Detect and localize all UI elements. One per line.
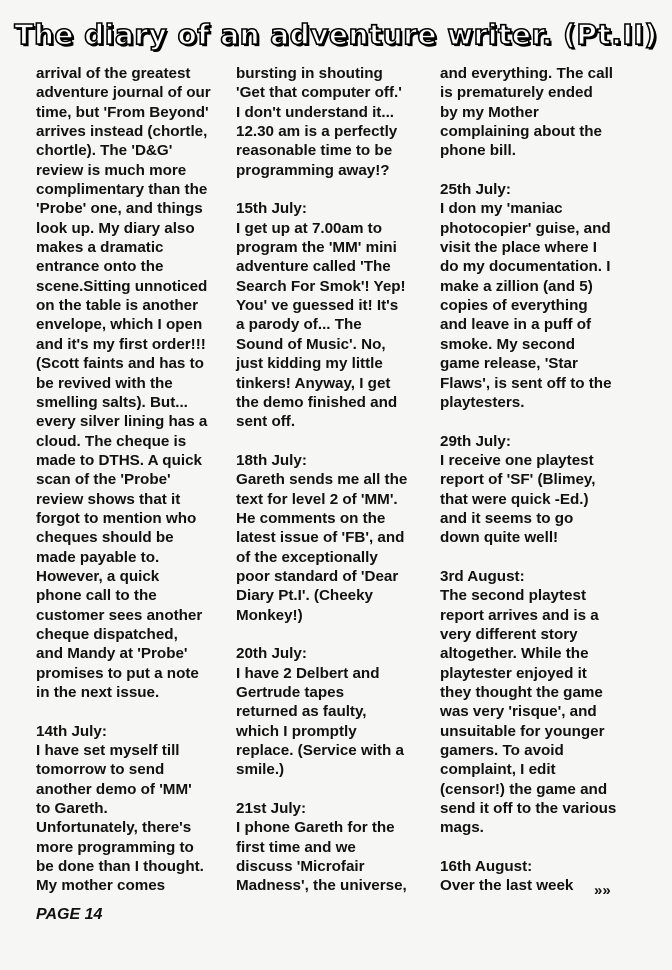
text-line: they thought the game — [440, 684, 603, 701]
text-line: and everything. The call — [440, 65, 614, 82]
text-line: poor standard of 'Dear — [236, 567, 399, 585]
text-line: 29th July: — [440, 432, 511, 450]
text-line: I have set myself till — [36, 742, 180, 760]
text-column-3 — [440, 64, 640, 896]
text-line: cheques should be — [36, 529, 174, 547]
text-line: be done than I thought. — [36, 858, 204, 876]
text-line: phone bill. — [440, 142, 516, 160]
text-line: Sound of Music'. No, — [236, 335, 386, 353]
text-line: copies of everything — [440, 297, 588, 315]
text-line: a parody of... The — [236, 316, 362, 334]
text-line: programming away!? — [236, 161, 390, 179]
text-line: 14th July: — [36, 722, 107, 740]
text-line: gamers. To avoid — [440, 742, 564, 760]
text-line: mags. — [440, 819, 484, 837]
blank-line — [236, 780, 426, 799]
text-line: and it seems to go — [440, 509, 574, 527]
text-line: scene.Sitting unnoticed — [36, 277, 208, 295]
text-line: My mother comes — [36, 877, 166, 895]
blank-line — [440, 161, 640, 180]
text-line: The second playtest — [440, 587, 587, 605]
text-line: do my documentation. I — [440, 258, 611, 276]
text-line: Unfortunately, there's — [36, 819, 192, 837]
text-line: in the next issue. — [36, 684, 160, 701]
text-line: Gareth sends me all the — [236, 471, 408, 489]
text-line: and leave in a puff of — [440, 316, 592, 334]
text-line: cheque dispatched, — [36, 625, 178, 643]
text-line: reasonable time to be — [236, 142, 393, 160]
text-line: 'Get that computer off.' — [236, 84, 402, 102]
text-line: However, a quick — [36, 567, 160, 585]
text-line: promises to put a note — [36, 664, 199, 682]
text-line: 15th July: — [236, 200, 307, 218]
text-line: adventure journal of our — [36, 84, 211, 102]
text-line: makes a dramatic — [36, 239, 164, 257]
text-line: You' ve guessed it! It's — [236, 297, 399, 315]
blank-line — [440, 838, 640, 857]
text-line: entrance onto the — [36, 258, 164, 276]
text-line: 16th August: — [440, 858, 533, 876]
text-line: latest issue of 'FB', and — [236, 529, 405, 547]
text-line: smile.) — [236, 761, 285, 779]
text-line: 12.30 am is a perfectly — [236, 123, 398, 141]
text-line: be revived with the — [36, 374, 173, 392]
blank-line — [236, 625, 426, 644]
text-line: returned as faulty, — [236, 703, 367, 721]
text-line: smelling salts). But... — [36, 393, 188, 411]
text-line: Flaws', is sent off to the — [440, 374, 612, 392]
text-line: replace. (Service with a — [236, 742, 404, 760]
text-line: made to DTHS. A quick — [36, 451, 202, 469]
text-line: which I promptly — [236, 722, 357, 740]
text-line: down quite well! — [440, 529, 559, 547]
text-line: 3rd August: — [440, 567, 525, 585]
text-line: playtesters. — [440, 393, 525, 411]
blank-line — [440, 548, 640, 567]
page-title: The diary of an adventure writer. (Pt.II) — [14, 18, 658, 51]
text-line: complimentary than the — [36, 181, 208, 199]
text-line: envelope, which I open — [36, 316, 203, 334]
text-line: review is much more — [36, 161, 187, 179]
text-line: 21st July: — [236, 800, 307, 818]
text-line: (censor!) the game and — [440, 780, 608, 798]
text-line: review shows that it — [36, 490, 181, 508]
text-line: chortle). The 'D&G' — [36, 142, 173, 160]
text-line: by my Mother — [440, 103, 539, 121]
text-line: He comments on the — [236, 509, 386, 527]
text-line: phone call to the — [36, 587, 157, 605]
blank-line — [236, 180, 426, 199]
text-line: Monkey!) — [236, 606, 303, 624]
blank-line — [36, 702, 224, 721]
text-line: complaining about the — [440, 123, 602, 141]
text-line: and it's my first order!!! — [36, 335, 206, 353]
text-line: Over the last week — [440, 877, 574, 895]
text-line: photocopier' guise, and — [440, 219, 611, 237]
text-line: Diary Pt.I'. (Cheeky — [236, 587, 373, 605]
text-line: is prematurely ended — [440, 84, 593, 102]
text-line: cloud. The cheque is — [36, 432, 187, 450]
text-line: that were quick -Ed.) — [440, 490, 589, 508]
text-line: Gertrude tapes — [236, 684, 345, 701]
text-line: complaint, I edit — [440, 761, 556, 779]
page-number: PAGE 14 — [36, 906, 103, 923]
text-line: report of 'SF' (Blimey, — [440, 471, 596, 489]
text-line: made payable to. — [36, 548, 160, 566]
text-line: I receive one playtest — [440, 451, 594, 469]
text-line: sent off. — [236, 413, 296, 431]
text-line: report arrives and is a — [440, 606, 599, 624]
text-line: altogether. While the — [440, 645, 589, 663]
text-line: to Gareth. — [36, 800, 108, 818]
text-line: I have 2 Delbert and — [236, 664, 380, 682]
text-line: bursting in shouting — [236, 65, 383, 82]
text-line: tinkers! Anyway, I get — [236, 374, 391, 392]
text-line: make a zillion (and 5) — [440, 277, 593, 295]
text-line: arrives instead (chortle, — [36, 123, 208, 141]
text-line: send it off to the various — [440, 800, 617, 818]
text-line: I don't understand it... — [236, 103, 395, 121]
text-column-2 — [236, 64, 426, 896]
text-line: was very 'risque', and — [440, 703, 597, 721]
text-line: text for level 2 of 'MM'. — [236, 490, 398, 508]
text-line: discuss 'Microfair — [236, 858, 365, 876]
text-line: Search For Smok'! Yep! — [236, 277, 406, 295]
text-line: 25th July: — [440, 181, 511, 199]
text-line: every silver lining has a — [36, 413, 208, 431]
text-line: very different story — [440, 625, 578, 643]
text-line: on the table is another — [36, 297, 199, 315]
text-line: of the exceptionally — [236, 548, 378, 566]
text-line: 'Probe' one, and things — [36, 200, 203, 218]
text-line: visit the place where I — [440, 239, 597, 257]
text-line: the demo finished and — [236, 393, 398, 411]
text-line: arrival of the greatest — [36, 65, 191, 82]
text-line: 20th July: — [236, 645, 307, 663]
text-line: I get up at 7.00am to — [236, 219, 383, 237]
text-line: scan of the 'Probe' — [36, 471, 171, 489]
continue-arrow-icon: »» — [594, 882, 611, 899]
text-line: adventure called 'The — [236, 258, 391, 276]
text-line: I don my 'maniac — [440, 200, 563, 218]
text-line: Madness', the universe, — [236, 877, 407, 895]
blank-line — [236, 432, 426, 451]
text-line: 18th July: — [236, 451, 307, 469]
blank-line — [440, 412, 640, 431]
text-line: game release, 'Star — [440, 355, 578, 373]
text-line: unsuitable for younger — [440, 722, 605, 740]
text-line: I phone Gareth for the — [236, 819, 395, 837]
text-line: tomorrow to send — [36, 761, 165, 779]
text-line: program the 'MM' mini — [236, 239, 397, 257]
text-column-1 — [36, 64, 224, 896]
text-line: another demo of 'MM' — [36, 780, 192, 798]
text-line: and Mandy at 'Probe' — [36, 645, 188, 663]
text-line: forgot to mention who — [36, 509, 197, 527]
text-line: more programming to — [36, 838, 194, 856]
text-line: smoke. My second — [440, 335, 576, 353]
text-line: just kidding my little — [236, 355, 383, 373]
text-line: first time and we — [236, 838, 356, 856]
text-line: customer sees another — [36, 606, 203, 624]
text-line: playtester enjoyed it — [440, 664, 587, 682]
text-line: look up. My diary also — [36, 219, 195, 237]
text-line: time, but 'From Beyond' — [36, 103, 209, 121]
text-line: (Scott faints and has to — [36, 355, 204, 373]
